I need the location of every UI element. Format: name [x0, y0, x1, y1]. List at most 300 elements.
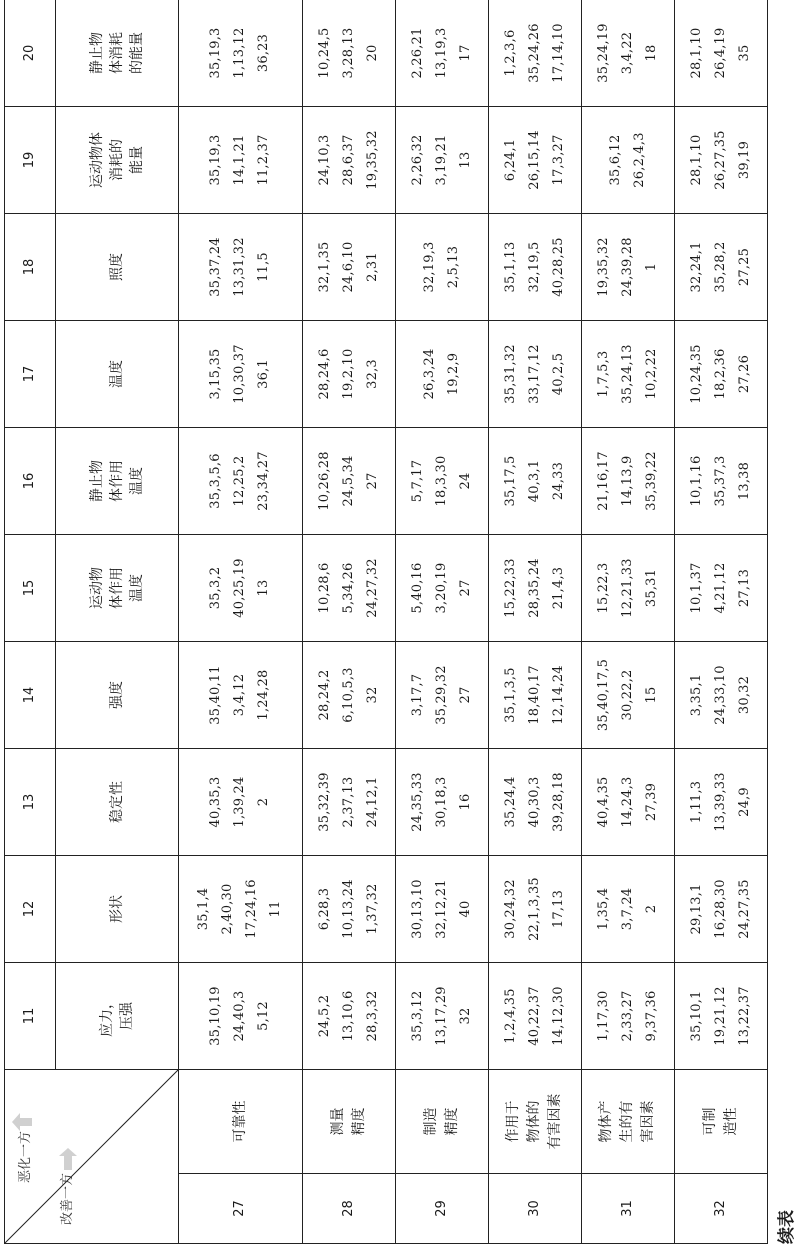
principle-line: 5,40,16 — [409, 562, 425, 614]
principle-line: 35 — [736, 44, 752, 62]
principle-line: 26,15,14 — [526, 130, 542, 190]
principle-cell — [488, 0, 581, 107]
principle-line: 27 — [364, 472, 380, 490]
principle-line: 35,31,32 — [502, 344, 518, 404]
row-name-line: 可制 — [701, 1107, 718, 1136]
column-parameter-name — [56, 642, 179, 749]
principle-cell — [581, 107, 674, 214]
principle-line: 13,10,6 — [340, 990, 356, 1042]
parameter-name-line: 体消耗 — [109, 32, 125, 74]
header-name-row — [56, 0, 179, 1244]
principle-line: 17,14,10 — [550, 23, 566, 83]
principle-cell — [674, 428, 767, 535]
parameter-name-line: 能量 — [129, 146, 145, 174]
principle-line: 30,32 — [736, 675, 752, 715]
principle-line: 35,10,1 — [688, 990, 704, 1042]
principle-cell — [302, 428, 395, 535]
principle-cell — [581, 749, 674, 856]
parameter-name-line: 体作用 — [109, 460, 125, 502]
principle-line: 11,5 — [256, 252, 272, 282]
principle-line: 24,9 — [736, 787, 752, 817]
corner-improving-label — [57, 1156, 79, 1225]
principle-line: 35,39,22 — [643, 451, 659, 511]
principle-line: 27,39 — [643, 782, 659, 822]
right-arrow-icon — [64, 1156, 72, 1170]
principle-cell — [302, 214, 395, 321]
principle-line: 3,35,1 — [688, 673, 704, 717]
principle-line: 14,24,3 — [619, 776, 635, 828]
principle-line: 16 — [457, 793, 473, 811]
principle-line: 35,1,4 — [196, 887, 212, 931]
principle-cell — [488, 321, 581, 428]
column-parameter-name — [56, 214, 179, 321]
principle-line: 19,2,10 — [340, 348, 356, 400]
table-row — [581, 0, 674, 1244]
principle-line: 15,22,3 — [595, 562, 611, 614]
principle-cell — [302, 0, 395, 107]
principle-line: 12,14,24 — [550, 665, 566, 725]
principle-line: 12,21,33 — [619, 558, 635, 618]
principle-line: 10,1,16 — [688, 455, 704, 507]
principle-line: 14,13,9 — [619, 455, 635, 507]
principle-line: 17 — [457, 44, 473, 62]
principle-line: 24 — [457, 472, 473, 490]
contradiction-matrix-table — [4, 0, 768, 1244]
principle-line: 40,35,3 — [208, 776, 224, 828]
row-name-line: 测量 — [329, 1107, 346, 1136]
principle-cell — [581, 214, 674, 321]
principle-cell — [179, 0, 303, 107]
principle-line: 15,22,33 — [502, 558, 518, 618]
parameter-name-line: 强度 — [109, 681, 125, 709]
parameter-name-line: 的能量 — [129, 32, 145, 74]
principle-line: 24,6,10 — [340, 241, 356, 293]
principle-line: 19,2,9 — [445, 352, 461, 396]
principle-cell — [179, 428, 303, 535]
column-number: 12 — [5, 856, 56, 963]
principle-cell — [179, 535, 303, 642]
principle-line: 30,22,2 — [619, 669, 635, 721]
principle-cell — [674, 214, 767, 321]
principle-line: 21,16,17 — [595, 451, 611, 511]
principle-line: 35,24,26 — [526, 23, 542, 83]
column-parameter-name — [56, 321, 179, 428]
parameter-name-line: 应力， — [99, 995, 115, 1037]
parameter-name-line: 稳定性 — [109, 781, 125, 823]
principle-line: 19,35,32 — [364, 130, 380, 190]
principle-line: 2 — [643, 904, 659, 914]
principle-line: 19,21,12 — [712, 986, 728, 1046]
column-number: 14 — [5, 642, 56, 749]
column-number: 18 — [5, 214, 56, 321]
row-parameter-name — [488, 1070, 581, 1174]
principle-line: 10,24,35 — [688, 344, 704, 404]
principle-cell — [395, 321, 488, 428]
parameter-name-line: 静止物 — [89, 460, 105, 502]
principle-line: 1,17,30 — [595, 990, 611, 1042]
principle-cell — [674, 107, 767, 214]
principle-line: 3,4,12 — [232, 673, 248, 717]
up-arrow-icon — [20, 1118, 32, 1126]
principle-line: 28,24,2 — [316, 669, 332, 721]
principle-line: 10,2,22 — [643, 348, 659, 400]
column-number: 17 — [5, 321, 56, 428]
principle-cell — [179, 642, 303, 749]
principle-line: 26,3,24 — [421, 348, 437, 400]
principle-line: 1,37,32 — [364, 883, 380, 935]
parameter-name-line: 温度 — [129, 467, 145, 495]
principle-line: 40,3,1 — [526, 459, 542, 503]
row-number: 31 — [581, 1174, 674, 1244]
principle-line: 11,2,37 — [256, 134, 272, 186]
principle-line: 14,12,30 — [550, 986, 566, 1046]
column-parameter-name — [56, 428, 179, 535]
principle-line: 24,5,2 — [316, 994, 332, 1038]
principle-line: 28,1,10 — [688, 27, 704, 79]
principle-cell — [488, 856, 581, 963]
row-parameter-name — [674, 1070, 767, 1174]
principle-line: 10,28,6 — [316, 562, 332, 614]
principle-line: 26,2,4,3 — [631, 132, 647, 188]
principle-line: 13,38 — [736, 461, 752, 501]
principle-line: 32,19,3 — [421, 241, 437, 293]
principle-cell — [488, 642, 581, 749]
principle-line: 3,19,21 — [433, 134, 449, 186]
principle-line: 35,24,19 — [595, 23, 611, 83]
principle-line: 3,7,24 — [619, 887, 635, 931]
principle-cell — [674, 0, 767, 107]
principle-line: 35,10,19 — [208, 986, 224, 1046]
parameter-name-line: 照度 — [109, 253, 125, 281]
principle-line: 35,3,2 — [208, 566, 224, 610]
principle-line: 1,7,5,3 — [595, 350, 611, 398]
principle-cell — [395, 963, 488, 1070]
principle-line: 27,13 — [736, 568, 752, 608]
row-name-line: 有害因素 — [547, 1093, 564, 1150]
principle-line: 35,40,17,5 — [595, 658, 611, 732]
principle-line: 3,4,22 — [619, 31, 635, 75]
principle-cell — [302, 642, 395, 749]
principle-line: 26,27,35 — [712, 130, 728, 190]
principle-line: 32,24,1 — [688, 241, 704, 293]
parameter-name-line: 温度 — [109, 360, 125, 388]
principle-line: 24,12,1 — [364, 776, 380, 828]
principle-line: 40,25,19 — [232, 558, 248, 618]
table-row — [488, 0, 581, 1244]
principle-line: 35,3,12 — [409, 990, 425, 1042]
header-corner-cell — [5, 1070, 179, 1244]
principle-line: 35,37,3 — [712, 455, 728, 507]
principle-cell — [302, 535, 395, 642]
principle-line: 35,28,2 — [712, 241, 728, 293]
principle-line: 13,39,33 — [712, 772, 728, 832]
principle-line: 35,40,11 — [208, 665, 224, 725]
principle-line: 30,18,3 — [433, 776, 449, 828]
principle-line: 36,1 — [256, 359, 272, 389]
principle-cell — [581, 963, 674, 1070]
parameter-name-line: 消耗的 — [109, 139, 125, 181]
column-parameter-name — [56, 963, 179, 1070]
principle-line: 32,12,21 — [433, 879, 449, 939]
principle-line: 1,13,12 — [232, 27, 248, 79]
principle-cell — [302, 749, 395, 856]
principle-cell — [179, 856, 303, 963]
principle-line: 40 — [457, 900, 473, 918]
principle-line: 28,3,32 — [364, 990, 380, 1042]
principle-line: 23,34,27 — [256, 451, 272, 511]
principle-line: 1,35,4 — [595, 887, 611, 931]
principle-line: 1,24,28 — [256, 669, 272, 721]
principle-line: 40,2,5 — [550, 352, 566, 396]
principle-cell — [488, 428, 581, 535]
principle-cell — [488, 963, 581, 1070]
principle-cell — [674, 963, 767, 1070]
principle-cell — [581, 428, 674, 535]
row-number: 29 — [395, 1174, 488, 1244]
principle-line: 6,10,5,3 — [340, 667, 356, 723]
row-number: 30 — [488, 1174, 581, 1244]
column-parameter-name — [56, 856, 179, 963]
table-body — [5, 0, 768, 1244]
principle-cell — [302, 107, 395, 214]
principle-line: 10,24,5 — [316, 27, 332, 79]
principle-cell — [179, 107, 303, 214]
row-name-line: 物体的 — [526, 1100, 543, 1143]
principle-line: 28,35,24 — [526, 558, 542, 618]
principle-line: 35,19,3 — [208, 27, 224, 79]
parameter-name-line: 运动物 — [89, 567, 105, 609]
principle-line: 32 — [457, 1007, 473, 1025]
principle-cell — [581, 321, 674, 428]
principle-line: 16,28,30 — [712, 879, 728, 939]
principle-line: 1 — [643, 262, 659, 272]
principle-cell — [674, 535, 767, 642]
row-name-line: 制造 — [422, 1107, 439, 1136]
principle-line: 27 — [457, 579, 473, 597]
principle-line: 27,25 — [736, 247, 752, 287]
principle-line: 2,26,21 — [409, 27, 425, 79]
principle-cell — [395, 535, 488, 642]
column-number: 16 — [5, 428, 56, 535]
principle-cell — [395, 428, 488, 535]
principle-line: 18,40,17 — [526, 665, 542, 725]
principle-line: 32,19,5 — [526, 241, 542, 293]
principle-line: 30,13,10 — [409, 879, 425, 939]
column-number: 19 — [5, 107, 56, 214]
parameter-name-line: 体作用 — [109, 567, 125, 609]
principle-line: 13,19,3 — [433, 27, 449, 79]
principle-line: 17,13 — [550, 889, 566, 929]
table-caption: 续表 — [777, 1210, 797, 1244]
principle-line: 24,5,34 — [340, 455, 356, 507]
principle-cell — [395, 749, 488, 856]
row-number: 32 — [674, 1174, 767, 1244]
row-name-line: 害因素 — [640, 1100, 657, 1143]
principle-line: 2,31 — [364, 252, 380, 282]
column-parameter-name — [56, 535, 179, 642]
principle-line: 19,35,32 — [595, 237, 611, 297]
principle-cell — [581, 856, 674, 963]
principle-cell — [581, 642, 674, 749]
principle-line: 32,3 — [364, 359, 380, 389]
principle-line: 28,1,10 — [688, 134, 704, 186]
principle-line: 10,13,24 — [340, 879, 356, 939]
principle-line: 40,28,25 — [550, 237, 566, 297]
principle-line: 5,7,17 — [409, 459, 425, 503]
row-name-line: 生的有 — [619, 1100, 636, 1143]
principle-line: 13,17,29 — [433, 986, 449, 1046]
principle-line: 35,19,3 — [208, 134, 224, 186]
principle-line: 36,23 — [256, 33, 272, 73]
column-number: 11 — [5, 963, 56, 1070]
principle-cell — [674, 856, 767, 963]
principle-line: 6,24,1 — [502, 138, 518, 182]
principle-line: 10,30,37 — [232, 344, 248, 404]
row-parameter-name — [179, 1070, 303, 1174]
principle-line: 35,24,4 — [502, 776, 518, 828]
principle-line: 17,3,27 — [550, 134, 566, 186]
principle-cell — [395, 107, 488, 214]
row-name-line: 精度 — [443, 1107, 460, 1136]
principle-line: 17,24,16 — [244, 879, 260, 939]
principle-line: 24,39,28 — [619, 237, 635, 297]
principle-line: 35,37,24 — [208, 237, 224, 297]
principle-cell — [395, 856, 488, 963]
parameter-name-line: 压强 — [119, 1002, 135, 1030]
row-name-line: 作用于 — [505, 1100, 522, 1143]
principle-line: 35,31 — [643, 568, 659, 608]
principle-line: 14,1,21 — [232, 134, 248, 186]
row-parameter-name — [302, 1070, 395, 1174]
principle-cell — [395, 214, 488, 321]
principle-cell — [179, 321, 303, 428]
principle-line: 1,2,3,6 — [502, 29, 518, 77]
principle-line: 3,28,13 — [340, 27, 356, 79]
table-row — [674, 0, 767, 1244]
principle-line: 18,2,36 — [712, 348, 728, 400]
principle-line: 5,34,26 — [340, 562, 356, 614]
principle-line: 20 — [364, 44, 380, 62]
row-name-line: 造性 — [722, 1107, 739, 1136]
principle-cell — [488, 107, 581, 214]
principle-line: 2,40,30 — [220, 883, 236, 935]
principle-cell — [674, 321, 767, 428]
principle-cell — [302, 321, 395, 428]
principle-line: 11 — [268, 900, 284, 918]
principle-line: 15 — [643, 686, 659, 704]
principle-line: 32,1,35 — [316, 241, 332, 293]
principle-line: 9,37,36 — [643, 990, 659, 1042]
table-row — [302, 0, 395, 1244]
principle-line: 24,27,35 — [736, 879, 752, 939]
principle-line: 24,27,32 — [364, 558, 380, 618]
principle-line: 18 — [643, 44, 659, 62]
column-parameter-name — [56, 0, 179, 107]
column-parameter-name — [56, 749, 179, 856]
principle-line: 35,32,39 — [316, 772, 332, 832]
principle-line: 40,22,37 — [526, 986, 542, 1046]
principle-line: 3,17,7 — [409, 673, 425, 717]
principle-line: 4,21,12 — [712, 562, 728, 614]
parameter-name-line: 温度 — [129, 574, 145, 602]
principle-line: 33,17,12 — [526, 344, 542, 404]
principle-line: 30,24,32 — [502, 879, 518, 939]
table-row — [395, 0, 488, 1244]
parameter-name-line: 运动物体 — [89, 132, 105, 188]
principle-line: 2 — [256, 797, 272, 807]
header-number-row — [5, 0, 56, 1244]
principle-cell — [581, 0, 674, 107]
principle-cell — [302, 856, 395, 963]
principle-line: 35,6,12 — [607, 134, 623, 186]
principle-cell — [302, 963, 395, 1070]
row-parameter-name — [395, 1070, 488, 1174]
row-name-line: 精度 — [350, 1107, 367, 1136]
principle-line: 26,4,19 — [712, 27, 728, 79]
row-number: 28 — [302, 1174, 395, 1244]
worsening-text: 恶化一方 — [18, 1130, 33, 1183]
principle-line: 28,24,6 — [316, 348, 332, 400]
principle-line: 40,4,35 — [595, 776, 611, 828]
principle-line: 24,40,3 — [232, 990, 248, 1042]
principle-line: 12,25,2 — [232, 455, 248, 507]
principle-line: 27 — [457, 686, 473, 704]
principle-cell — [488, 535, 581, 642]
principle-cell — [179, 963, 303, 1070]
principle-cell — [674, 749, 767, 856]
principle-line: 24,33 — [550, 461, 566, 501]
principle-cell — [581, 535, 674, 642]
principle-cell — [179, 214, 303, 321]
principle-cell — [674, 642, 767, 749]
principle-line: 10,26,28 — [316, 451, 332, 511]
principle-line: 39,28,18 — [550, 772, 566, 832]
principle-cell — [179, 749, 303, 856]
principle-line: 13,31,32 — [232, 237, 248, 297]
corner-worsening-label — [15, 1118, 37, 1183]
principle-line: 24,35,33 — [409, 772, 425, 832]
principle-line: 13 — [256, 579, 272, 597]
principle-line: 22,1,3,35 — [526, 877, 542, 941]
principle-line: 28,6,37 — [340, 134, 356, 186]
table-row — [179, 0, 303, 1244]
principle-line: 2,37,13 — [340, 776, 356, 828]
principle-line: 27,26 — [736, 354, 752, 394]
principle-line: 1,2,4,35 — [502, 988, 518, 1044]
principle-line: 1,39,24 — [232, 776, 248, 828]
principle-cell — [395, 642, 488, 749]
principle-line: 39,19 — [736, 140, 752, 180]
principle-line: 6,28,3 — [316, 887, 332, 931]
principle-line: 13 — [457, 151, 473, 169]
principle-line: 3,20,19 — [433, 562, 449, 614]
column-parameter-name — [56, 107, 179, 214]
principle-line: 2,33,27 — [619, 990, 635, 1042]
principle-cell — [488, 214, 581, 321]
principle-line: 10,1,37 — [688, 562, 704, 614]
principle-line: 35,17,5 — [502, 455, 518, 507]
row-name-line: 物体产 — [598, 1100, 615, 1143]
principle-line: 29,13,1 — [688, 883, 704, 935]
principle-line: 24,10,3 — [316, 134, 332, 186]
improving-text: 改善一方 — [60, 1172, 75, 1225]
principle-line: 35,1,13 — [502, 241, 518, 293]
row-parameter-name — [581, 1070, 674, 1174]
parameter-name-line: 形状 — [109, 895, 125, 923]
principle-line: 18,3,30 — [433, 455, 449, 507]
corner-inner — [5, 1070, 178, 1243]
row-name-line: 可靠性 — [231, 1100, 248, 1143]
